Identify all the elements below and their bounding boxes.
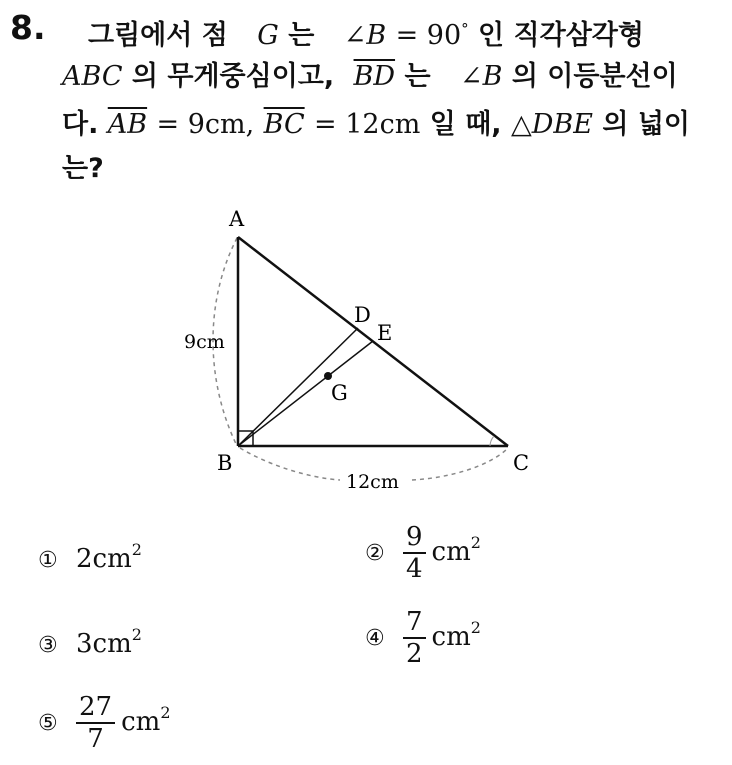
choice-value: 3 xyxy=(76,629,93,659)
angle-b: ∠B xyxy=(343,20,387,51)
label-a: A xyxy=(229,207,245,231)
choice-unit: cm xyxy=(121,707,161,737)
text: 는 xyxy=(288,20,315,51)
text: 의 이등분선이 xyxy=(511,61,678,92)
text: 다. xyxy=(62,109,99,140)
label-b: B xyxy=(217,451,233,475)
triangle-dbe: △DBE xyxy=(510,109,593,140)
text: 는? xyxy=(62,153,104,184)
text: 의 무게중심이고, xyxy=(131,61,335,92)
text: 인 직각삼각형 xyxy=(478,20,644,51)
text: 의 넓이 xyxy=(602,109,690,140)
label-d: D xyxy=(354,303,371,327)
numerator: 7 xyxy=(403,607,426,639)
question-number: 8. xyxy=(10,8,46,47)
choice-5[interactable] xyxy=(38,692,171,754)
choice-exponent: 2 xyxy=(470,533,481,552)
choice-3[interactable] xyxy=(38,625,142,659)
bc-arc-right xyxy=(412,448,508,480)
triangle-abc: ABC xyxy=(62,61,123,92)
choice-value: 2 xyxy=(76,544,93,574)
choice-unit: cm xyxy=(431,622,471,652)
choice-fraction xyxy=(403,607,426,669)
angle-b: ∠B xyxy=(459,61,503,92)
text: 그림에서 점 xyxy=(88,20,228,51)
text: 일 때, xyxy=(429,109,502,140)
choice-exponent: 2 xyxy=(160,703,171,722)
comma: , xyxy=(245,109,255,140)
bc-length: = 12cm xyxy=(314,109,421,140)
segment-ab: $\overline{AB}$ xyxy=(107,109,148,140)
denominator: 2 xyxy=(406,639,423,669)
choice-mark: ⑤ xyxy=(38,711,58,736)
label-g: G xyxy=(331,381,348,405)
choice-mark: ③ xyxy=(38,633,58,658)
degree: ° xyxy=(461,20,469,38)
bc-length-label: 12cm xyxy=(346,471,399,493)
numerator: 27 xyxy=(76,692,115,724)
equals-90: = 90 xyxy=(395,20,462,51)
point-g: G xyxy=(257,20,279,51)
segment-bd: $\overline{BD}$ xyxy=(353,61,396,92)
choice-1[interactable] xyxy=(38,540,142,574)
label-e: E xyxy=(377,321,393,345)
ab-length-label: 9cm xyxy=(184,331,225,353)
angle-c-mark xyxy=(490,436,494,446)
choice-mark: ④ xyxy=(365,626,385,651)
choice-4[interactable] xyxy=(365,607,481,669)
choice-fraction xyxy=(403,522,426,584)
choice-unit: cm xyxy=(92,544,132,574)
segment-be-line xyxy=(238,341,373,446)
denominator: 4 xyxy=(406,554,423,584)
choice-unit: cm xyxy=(431,537,471,567)
choice-exponent: 2 xyxy=(470,618,481,637)
ab-length: = 9cm xyxy=(156,109,246,140)
choice-2[interactable] xyxy=(365,522,481,584)
text: 는 xyxy=(404,61,431,92)
bc-arc-left xyxy=(240,448,340,480)
choice-exponent: 2 xyxy=(131,625,142,644)
numerator: 9 xyxy=(403,522,426,554)
centroid-point xyxy=(324,372,332,380)
denominator: 7 xyxy=(87,724,104,754)
choice-fraction xyxy=(76,692,115,754)
choice-mark: ② xyxy=(365,541,385,566)
choice-unit: cm xyxy=(92,629,132,659)
choice-mark: ① xyxy=(38,548,58,573)
segment-bc: $\overline{BC}$ xyxy=(263,109,305,140)
label-c: C xyxy=(513,451,530,475)
choice-exponent: 2 xyxy=(131,540,142,559)
